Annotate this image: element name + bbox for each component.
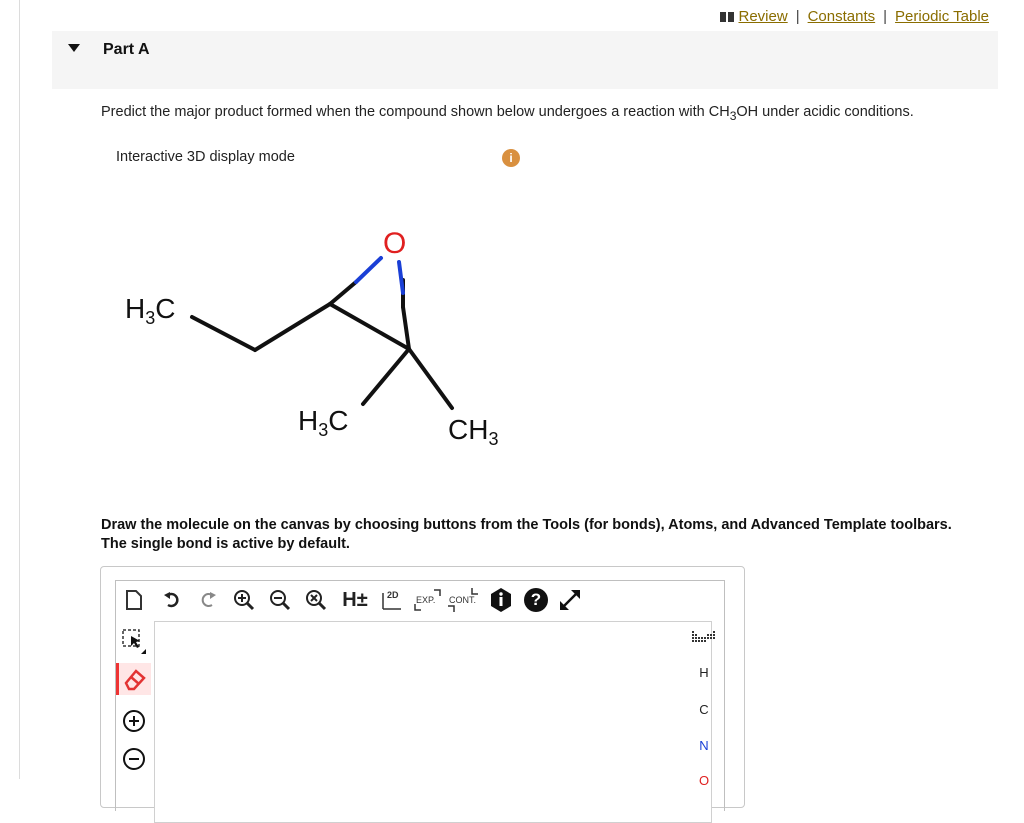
- molecule-structure: [100, 215, 540, 465]
- molecule-editor: [100, 566, 745, 808]
- redo-button[interactable]: [194, 586, 222, 614]
- part-header[interactable]: [52, 31, 998, 89]
- zoom-reset-button[interactable]: [302, 586, 330, 614]
- constants-link[interactable]: Constants: [807, 8, 876, 25]
- bond-c1-c2: [330, 304, 409, 349]
- drawing-canvas[interactable]: [154, 621, 712, 823]
- hexagon-info-icon: [489, 587, 513, 613]
- bond-c1-o-blue: [356, 258, 381, 282]
- expand-button[interactable]: [412, 586, 444, 614]
- negative-charge-button[interactable]: [118, 743, 150, 775]
- info-button[interactable]: [487, 586, 515, 614]
- editor-frame: [115, 580, 725, 811]
- redo-icon: [198, 590, 218, 610]
- clean-2d-icon: [379, 587, 405, 613]
- zoom-in-icon: [232, 588, 256, 612]
- zoom-out-icon: [268, 588, 292, 612]
- undo-button[interactable]: [158, 586, 186, 614]
- help-button[interactable]: [522, 586, 550, 614]
- question-pre: Predict the major product formed when the compound shown below undergoes a reaction with CH: [101, 104, 730, 120]
- bond-ch2-c1: [255, 304, 330, 350]
- question-text: [101, 104, 914, 123]
- h3c-bottom-label: [298, 405, 348, 440]
- question-sub: 3: [729, 108, 737, 123]
- bond-o-c2-black-lower: [403, 307, 409, 349]
- selection-tool-button[interactable]: [118, 625, 150, 657]
- help-icon: ?: [524, 588, 548, 612]
- minus-circle-icon: [122, 747, 146, 771]
- h3c-left-label: [125, 293, 175, 328]
- ch3-right-sub: 3: [488, 429, 499, 449]
- eraser-icon: [122, 666, 148, 692]
- link-separator: |: [795, 8, 800, 25]
- top-toolbar: [116, 581, 724, 617]
- fullscreen-arrows-icon: [557, 587, 583, 613]
- zoom-out-button[interactable]: [266, 586, 294, 614]
- expand-label: EXP.: [416, 595, 436, 605]
- atom-n-button[interactable]: N: [699, 738, 709, 753]
- question-post: OH under acidic conditions.: [736, 104, 914, 120]
- eraser-tool-button[interactable]: [116, 663, 151, 695]
- ch3-right-label: [448, 414, 498, 449]
- undo-icon: [162, 590, 182, 610]
- link-separator: |: [883, 8, 888, 25]
- book-icon: [719, 11, 735, 23]
- atom-o-button[interactable]: O: [698, 773, 710, 788]
- bond-o-c2-blue: [399, 262, 403, 293]
- contract-icon: [446, 586, 480, 614]
- contract-button[interactable]: [446, 586, 480, 614]
- h3c-left-h: H: [125, 293, 146, 324]
- top-links: [719, 8, 990, 25]
- review-link[interactable]: Review: [738, 8, 788, 25]
- h3c-left-sub: 3: [145, 308, 156, 328]
- h3c-bottom-h: H: [298, 405, 319, 436]
- periodic-table-button[interactable]: [686, 629, 722, 648]
- h3c-bottom-c: C: [328, 405, 349, 436]
- atom-h-button[interactable]: H: [699, 665, 709, 680]
- h3c-left-c: C: [155, 293, 176, 324]
- hydrogen-toggle-button[interactable]: H±: [342, 588, 368, 611]
- ch3-right-ch: CH: [448, 414, 489, 445]
- part-title: Part A: [103, 41, 150, 58]
- h3c-bottom-sub: 3: [318, 420, 329, 440]
- clean-2d-button[interactable]: [378, 586, 406, 614]
- periodic-table-icon: [691, 629, 717, 645]
- expand-icon: [412, 586, 444, 614]
- new-document-icon: [124, 589, 144, 611]
- atom-c-button[interactable]: C: [699, 702, 709, 717]
- selection-arrow-icon: [120, 627, 148, 655]
- left-rule: [19, 0, 20, 779]
- new-document-button[interactable]: [120, 586, 148, 614]
- bond-c2-ch3-left: [363, 349, 409, 404]
- zoom-in-button[interactable]: [230, 586, 258, 614]
- oxygen-label: O: [383, 227, 407, 260]
- display-mode-label: Interactive 3D display mode: [116, 149, 295, 165]
- contract-label: CONT.: [449, 595, 476, 605]
- bond-ch3-ch2: [192, 317, 255, 350]
- plus-circle-icon: [122, 709, 146, 733]
- collapse-caret-icon[interactable]: [68, 44, 80, 52]
- info-icon[interactable]: i: [502, 149, 520, 167]
- periodic-table-link[interactable]: Periodic Table: [895, 8, 989, 25]
- positive-charge-button[interactable]: [118, 705, 150, 737]
- bond-c2-ch3-right: [409, 349, 452, 408]
- clean-2d-label: 2D: [387, 590, 399, 600]
- drawing-instructions: Draw the molecule on the canvas by choosing buttons from the Tools (for bonds), Atoms, and Advanced Template toolbars. The single bond is active by default.: [101, 517, 952, 552]
- zoom-reset-icon: [304, 588, 328, 612]
- fullscreen-button[interactable]: [556, 586, 584, 614]
- bond-c1-o-black: [330, 282, 356, 304]
